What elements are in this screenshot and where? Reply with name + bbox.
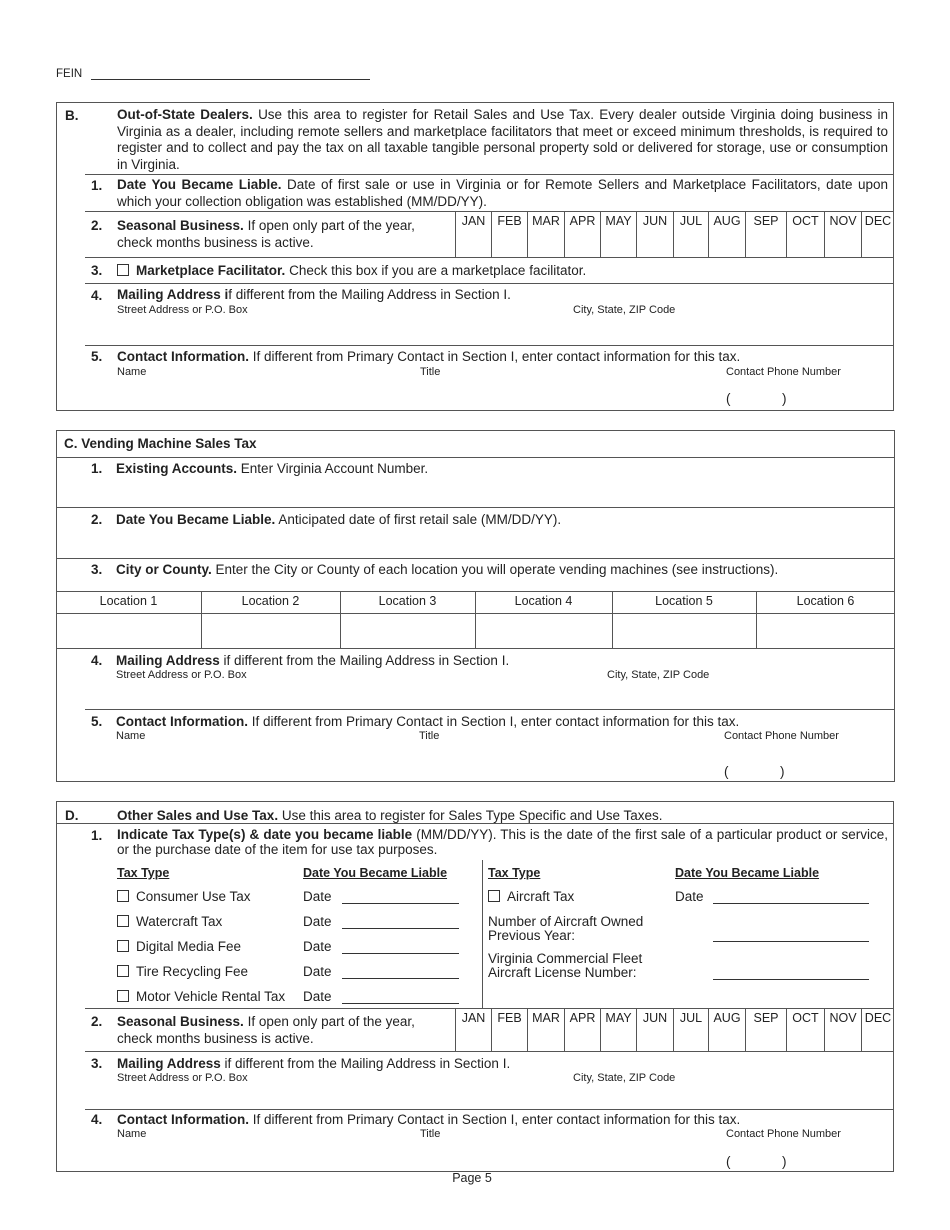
d4-phone-input[interactable]: [736, 1142, 886, 1168]
d-month-label: SEP: [753, 1011, 779, 1025]
b-month-nov[interactable]: [824, 211, 861, 257]
b-month-sep[interactable]: [745, 211, 786, 257]
tax-checkbox-0[interactable]: [117, 890, 129, 902]
c5-name-input[interactable]: [116, 745, 406, 775]
c5-paren-open: (: [724, 764, 729, 779]
b-month-apr[interactable]: [564, 211, 600, 257]
d1-tax-types: [117, 827, 888, 857]
d4-paren-close: ): [782, 1154, 787, 1169]
b5-paren-open: (: [726, 391, 731, 406]
d1-text: (MM/DD/YY). This is the date of the first sale of a particular product or service, or the purchase date of the item for use tax purposes.: [117, 827, 888, 857]
tax-label-1: Watercraft Tax: [136, 914, 223, 929]
b4-city-input[interactable]: [573, 318, 883, 342]
c4-street-label: Street Address or P.O. Box: [116, 669, 247, 681]
tax-checkbox-4[interactable]: [117, 990, 129, 1002]
tax-row-3: [117, 964, 248, 979]
location-3-header: Location 3: [378, 594, 437, 608]
b-month-aug[interactable]: [708, 211, 745, 257]
c4-text: if different from the Mailing Address in Section I.: [223, 653, 510, 668]
tax-label-0: Consumer Use Tax: [136, 889, 251, 904]
c3-city-county: [116, 562, 778, 577]
b-month-jan[interactable]: [455, 211, 491, 257]
aircraft-owned-line2: Previous Year:: [488, 928, 576, 943]
location-5-header: Location 5: [655, 594, 713, 608]
d-month-aug[interactable]: [708, 1008, 745, 1051]
fleet-line2: Aircraft License Number:: [488, 965, 637, 980]
c3-title: City or County.: [116, 562, 212, 577]
d4-number: 4.: [91, 1112, 103, 1127]
d-month-sep[interactable]: [745, 1008, 786, 1051]
d3-city-input[interactable]: [573, 1086, 883, 1108]
c1-account-input[interactable]: [116, 479, 876, 505]
b1-number: 1.: [91, 178, 103, 193]
d4-title-label: Title: [420, 1128, 441, 1140]
d3-street-label: Street Address or P.O. Box: [117, 1072, 248, 1084]
c5-title-label: Title: [419, 730, 440, 742]
aircraft-tax-row: [488, 889, 574, 904]
b2-number: 2.: [91, 218, 103, 233]
b-month-label: APR: [569, 214, 596, 228]
tax-row-1: [117, 914, 222, 929]
c4-street-input[interactable]: [116, 683, 596, 707]
d3-text: if different from the Mailing Address in Section I.: [224, 1056, 511, 1071]
tax-date-input-3[interactable]: [342, 978, 459, 979]
tax-date-label-3: Date: [303, 964, 332, 979]
tax-date-input-1[interactable]: [342, 928, 459, 929]
b1-title: Date You Became Liable.: [117, 177, 282, 192]
location-5-input[interactable]: [614, 615, 754, 646]
c2-date-liable: [116, 512, 561, 527]
b5-phone-input[interactable]: [736, 380, 886, 406]
c2-text: Anticipated date of first retail sale (MM/DD/YY).: [278, 512, 562, 527]
b1-text: Date of first sale or use in Virginia or for Remote Sellers and Marketplace Facilitators, date upon which your collection obligation was established (MM/DD/YY).: [117, 177, 888, 209]
c4-number: 4.: [91, 653, 103, 668]
b4-text: f different from the Mailing Address in Section I.: [228, 287, 511, 302]
d1-title: Indicate Tax Type(s) & date you became liable: [117, 827, 413, 842]
c5-paren-close: ): [780, 764, 785, 779]
tax-checkbox-2[interactable]: [117, 940, 129, 952]
b4-number: 4.: [91, 288, 103, 303]
b5-phone-label: Contact Phone Number: [726, 366, 841, 378]
tax-checkbox-1[interactable]: [117, 915, 129, 927]
d4-title-input[interactable]: [420, 1142, 710, 1168]
d4-text: If different from Primary Contact in Section I, enter contact information for this tax.: [252, 1112, 741, 1127]
d1-left-date-header: Date You Became Liable: [303, 866, 448, 880]
b-month-feb[interactable]: [491, 211, 527, 257]
b-month-label: JUL: [679, 214, 703, 228]
b5-title-input[interactable]: [420, 380, 710, 406]
d-month-label: JUL: [679, 1011, 703, 1025]
b2-text2: check months business is active.: [117, 235, 314, 250]
b5-name-input[interactable]: [117, 380, 407, 406]
aircraft-owned-label: [488, 915, 643, 943]
b-month-label: MAY: [605, 214, 632, 228]
d-month-feb[interactable]: [491, 1008, 527, 1051]
c5-contact-info: [116, 714, 739, 729]
section-d-intro-text: Use this area to register for Sales Type Specific and Use Taxes.: [281, 808, 663, 823]
tax-date-label-0: Date: [303, 889, 332, 904]
d4-name-input[interactable]: [117, 1142, 407, 1168]
b5-paren-close: ): [782, 391, 787, 406]
d4-contact-info: [117, 1112, 740, 1127]
d-month-dec[interactable]: [861, 1008, 894, 1051]
b1-date-liable[interactable]: [117, 177, 888, 210]
b-month-label: SEP: [753, 214, 779, 228]
b2-title: Seasonal Business.: [117, 218, 244, 233]
c5-title-input[interactable]: [419, 745, 709, 775]
b-month-label: JAN: [461, 214, 486, 228]
c3-number: 3.: [91, 562, 103, 577]
b4-street-input[interactable]: [117, 318, 567, 342]
b-month-label: AUG: [713, 214, 741, 228]
d3-street-input[interactable]: [117, 1086, 567, 1108]
c5-phone-input[interactable]: [736, 745, 886, 775]
fleet-license-label: [488, 952, 642, 980]
fein-label: FEIN: [56, 68, 83, 80]
section-c-header: C. Vending Machine Sales Tax: [64, 436, 257, 451]
d-month-oct[interactable]: [786, 1008, 824, 1051]
d4-paren-open: (: [726, 1154, 731, 1169]
b4-mailing-address: [117, 287, 511, 302]
tax-date-input-2[interactable]: [342, 953, 459, 954]
b5-number: 5.: [91, 349, 103, 364]
b4-city-label: City, State, ZIP Code: [573, 304, 676, 316]
b3-number: 3.: [91, 263, 103, 278]
d4-name-label: Name: [117, 1128, 147, 1140]
d3-city-label: City, State, ZIP Code: [573, 1072, 676, 1084]
tax-date-input-0[interactable]: [342, 903, 459, 904]
b2-seasonal-business: [117, 217, 415, 251]
c3-text: Enter the City or County of each location you will operate vending machines (see instructions).: [215, 562, 779, 577]
section-b-letter: B.: [65, 108, 79, 123]
b-month-may[interactable]: [600, 211, 636, 257]
d-month-mar[interactable]: [527, 1008, 564, 1051]
d-month-label: JUN: [642, 1011, 668, 1025]
tax-checkbox-3[interactable]: [117, 965, 129, 977]
section-d-intro: [117, 808, 663, 823]
d-month-label: MAY: [605, 1011, 632, 1025]
section-b-intro-title: Out-of-State Dealers.: [117, 107, 253, 122]
d1-number: 1.: [91, 828, 103, 843]
location-1-header: Location 1: [99, 594, 158, 608]
location-3-input[interactable]: [342, 615, 473, 646]
location-2-header: Location 2: [241, 594, 300, 608]
b-month-label: MAR: [532, 214, 560, 228]
d2-text1: If open only part of the year,: [247, 1014, 415, 1029]
d-month-label: AUG: [713, 1011, 741, 1025]
b5-name-label: Name: [117, 366, 147, 378]
d-month-label: FEB: [497, 1011, 522, 1025]
b3-text: Check this box if you are a marketplace facilitator.: [289, 263, 587, 278]
location-divider: [201, 591, 202, 648]
c5-title: Contact Information.: [116, 714, 248, 729]
section-b-intro: [117, 107, 888, 173]
c4-city-input[interactable]: [607, 683, 887, 707]
d-month-label: APR: [569, 1011, 596, 1025]
b-month-label: DEC: [864, 214, 892, 228]
tax-row-4: [117, 989, 285, 1004]
b3-marketplace: [117, 263, 586, 278]
location-2-input[interactable]: [203, 615, 338, 646]
d-month-jul[interactable]: [673, 1008, 708, 1051]
d2-text2: check months business is active.: [117, 1031, 314, 1046]
c5-number: 5.: [91, 714, 103, 729]
d3-title: Mailing Address: [117, 1056, 221, 1071]
section-d-letter: D.: [65, 808, 79, 823]
b5-text: If different from Primary Contact in Section I, enter contact information for this tax.: [252, 349, 741, 364]
c5-name-label: Name: [116, 730, 146, 742]
c2-title: Date You Became Liable.: [116, 512, 276, 527]
d-month-jun[interactable]: [636, 1008, 673, 1051]
c4-city-label: City, State, ZIP Code: [607, 669, 710, 681]
fleet-license-input[interactable]: [713, 979, 869, 980]
tax-label-3: Tire Recycling Fee: [136, 964, 249, 979]
d-month-apr[interactable]: [564, 1008, 600, 1051]
tax-label-4: Motor Vehicle Rental Tax: [136, 989, 286, 1004]
b-month-mar[interactable]: [527, 211, 564, 257]
tax-row-0: [117, 889, 251, 904]
c4-mailing-address: [116, 653, 509, 668]
aircraft-tax-date-input[interactable]: [713, 903, 869, 904]
aircraft-tax-label: Aircraft Tax: [507, 889, 575, 904]
tax-date-label-4: Date: [303, 989, 332, 1004]
location-6-input[interactable]: [758, 615, 893, 646]
c5-text: If different from Primary Contact in Section I, enter contact information for this tax.: [251, 714, 740, 729]
d1-right-tax-type-header: Tax Type: [488, 866, 541, 880]
b5-contact-info: [117, 349, 740, 364]
location-6-header: Location 6: [796, 594, 855, 608]
d2-title: Seasonal Business.: [117, 1014, 244, 1029]
b4-title: Mailing Address i: [117, 287, 229, 302]
d4-title: Contact Information.: [117, 1112, 249, 1127]
fein-input[interactable]: [91, 79, 370, 80]
c5-phone-label: Contact Phone Number: [724, 730, 839, 742]
aircraft-tax-date-label: Date: [675, 889, 704, 904]
b-month-jul[interactable]: [673, 211, 708, 257]
aircraft-tax-checkbox[interactable]: [488, 890, 500, 902]
d-month-jan[interactable]: [455, 1008, 491, 1051]
b5-title-label: Title: [420, 366, 441, 378]
b-month-label: OCT: [792, 214, 819, 228]
aircraft-owned-line1: Number of Aircraft Owned: [488, 914, 644, 929]
location-divider: [475, 591, 476, 648]
location-divider: [612, 591, 613, 648]
c1-existing-accounts: [116, 461, 428, 476]
location-divider: [340, 591, 341, 648]
d-month-label: OCT: [792, 1011, 819, 1025]
b5-title: Contact Information.: [117, 349, 249, 364]
b-month-jun[interactable]: [636, 211, 673, 257]
b-month-oct[interactable]: [786, 211, 824, 257]
tax-date-label-2: Date: [303, 939, 332, 954]
tax-row-2: [117, 939, 241, 954]
page-number: Page 5: [452, 1171, 492, 1185]
d-month-label: MAR: [532, 1011, 560, 1025]
c4-title: Mailing Address: [116, 653, 220, 668]
c1-text: Enter Virginia Account Number.: [240, 461, 429, 476]
b-month-label: JUN: [642, 214, 668, 228]
b4-street-label: Street Address or P.O. Box: [117, 304, 248, 316]
d-month-may[interactable]: [600, 1008, 636, 1051]
d1-left-tax-type-header: Tax Type: [117, 866, 170, 880]
tax-date-label-1: Date: [303, 914, 332, 929]
tax-label-2: Digital Media Fee: [136, 939, 242, 954]
b-month-dec[interactable]: [861, 211, 894, 257]
d3-number: 3.: [91, 1056, 103, 1071]
fleet-line1: Virginia Commercial Fleet: [488, 951, 643, 966]
c1-number: 1.: [91, 461, 103, 476]
b-month-label: FEB: [497, 214, 522, 228]
location-4-header: Location 4: [514, 594, 573, 608]
d-month-nov[interactable]: [824, 1008, 861, 1051]
c2-number: 2.: [91, 512, 103, 527]
aircraft-owned-input[interactable]: [713, 941, 869, 942]
marketplace-facilitator-checkbox[interactable]: [117, 264, 129, 276]
location-1-input[interactable]: [58, 615, 199, 646]
d1-right-date-header: Date You Became Liable: [675, 866, 820, 880]
d4-phone-label: Contact Phone Number: [726, 1128, 841, 1140]
d2-seasonal-business: [117, 1013, 415, 1047]
b3-title: Marketplace Facilitator.: [136, 263, 286, 278]
d2-number: 2.: [91, 1014, 103, 1029]
d-month-label: JAN: [461, 1011, 486, 1025]
b2-text1: If open only part of the year,: [247, 218, 415, 233]
location-divider: [756, 591, 757, 648]
b-month-label: NOV: [829, 214, 857, 228]
location-4-input[interactable]: [477, 615, 610, 646]
section-d-intro-title: Other Sales and Use Tax.: [117, 808, 279, 823]
d-month-label: DEC: [864, 1011, 892, 1025]
c1-title: Existing Accounts.: [116, 461, 238, 476]
section-b-intro-text: Use this area to register for Retail Sales and Use Tax. Every dealer outside Virginia doing business in Virginia as a dealer, including remote sellers and marketplace facilitators that meet or exceed minimum thresholds, is required to register and to collect and pay the tax on all taxable tangible personal property sold or delivered for storage, use or consumption in Virginia.: [117, 107, 888, 172]
tax-date-input-4[interactable]: [342, 1003, 459, 1004]
d-month-label: NOV: [829, 1011, 857, 1025]
c2-date-input[interactable]: [116, 530, 876, 556]
d3-mailing-address: [117, 1056, 510, 1071]
